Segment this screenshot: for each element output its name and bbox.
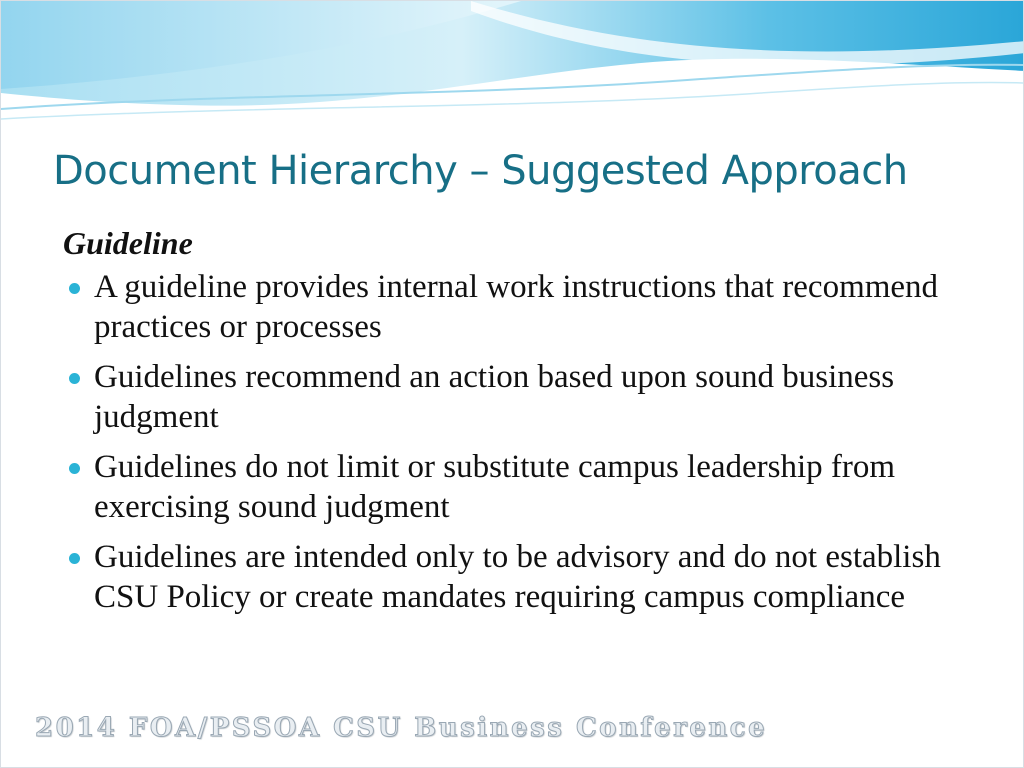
bullet-text: Guidelines are intended only to be advisory and do not establish CSU Policy or create mandates requiring campus compliance — [94, 539, 941, 615]
slide-content — [63, 223, 973, 627]
section-subheading: Guideline — [63, 225, 193, 261]
bullet-list — [63, 267, 973, 617]
bullet-item — [63, 447, 973, 527]
bullet-item — [63, 357, 973, 437]
bullet-text: Guidelines do not limit or substitute campus leadership from exercising sound judgment — [94, 449, 896, 525]
bullet-text: Guidelines recommend an action based upon sound business judgment — [94, 359, 895, 435]
header-wave-decoration — [1, 1, 1024, 131]
bullet-dot-icon — [69, 373, 80, 384]
bullet-dot-icon — [69, 463, 80, 474]
bullet-dot-icon — [69, 553, 80, 564]
slide-title: Document Hierarchy – Suggested Approach — [53, 148, 908, 194]
footer-conference-text: 2014 FOA/PSSOA CSU Business Conference — [35, 713, 768, 743]
bullet-item — [63, 537, 973, 617]
bullet-text: A guideline provides internal work instructions that recommend practices or processes — [94, 269, 939, 345]
bullet-item — [63, 267, 973, 347]
bullet-dot-icon — [69, 283, 80, 294]
